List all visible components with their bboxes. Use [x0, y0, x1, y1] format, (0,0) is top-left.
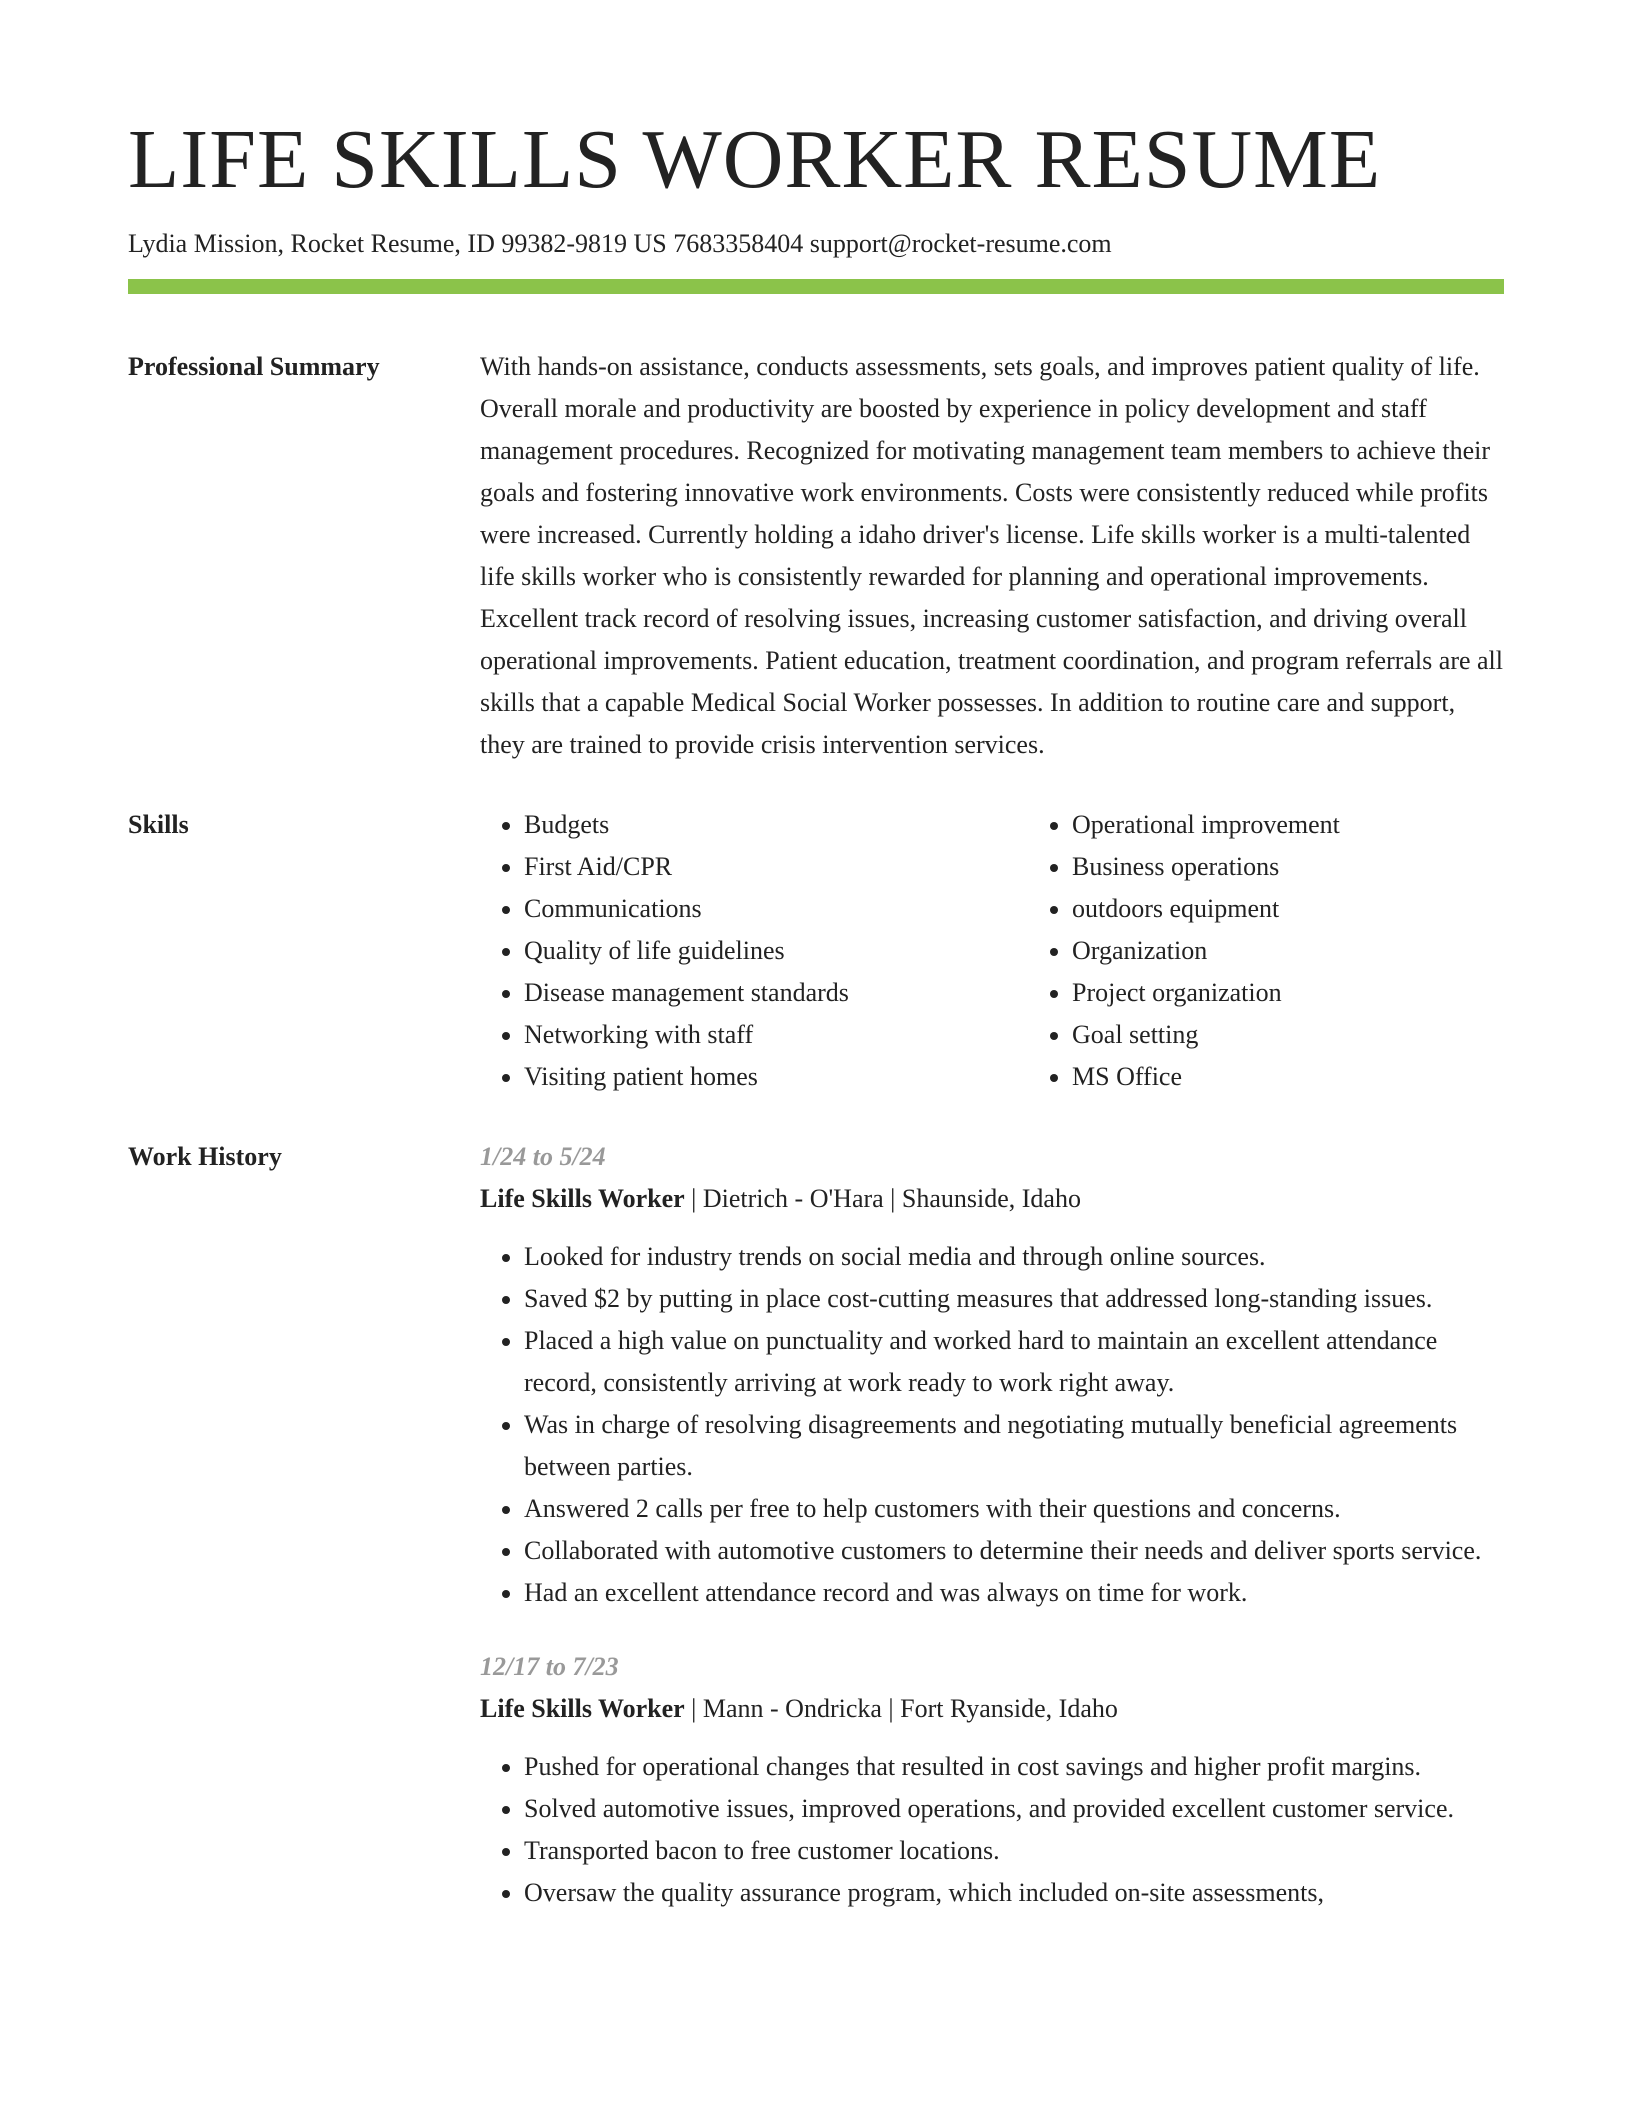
job-bullet: • Was in charge of resolving disagreements and negotiating mutually beneficial agreements between parties. — [524, 1404, 1504, 1488]
work-history-section — [128, 1136, 1504, 1946]
job-bullet: • Looked for industry trends on social media and through online sources. — [524, 1236, 1504, 1278]
job-bullet: • Oversaw the quality assurance program, which included on-site assessments, — [524, 1872, 1504, 1914]
job-bullet: • Transported bacon to free customer locations. — [524, 1830, 1504, 1872]
job-title: Life Skills Worker — [480, 1184, 685, 1214]
skill-item: • First Aid/CPR — [524, 846, 1028, 888]
job-bullets — [480, 1236, 1504, 1614]
job-bullet: • Placed a high value on punctuality and worked hard to maintain an excellent attendance record, consistently arriving at work ready to work right away. — [524, 1320, 1504, 1404]
summary-text: With hands-on assistance, conducts assessments, sets goals, and improves patient quality of life. Overall morale and productivity are boosted by experience in policy development and staff management procedures. Recognized for motivating management team members to achieve their goals and fostering innovative work environments. Costs were consistently reduced while profits were increased. Currently holding a idaho driver's license. Life skills worker is a multi-talented life skills worker who is consistently rewarded for planning and operational improvements. Excellent track record of resolving issues, increasing customer satisfaction, and driving overall operational improvements. Patient education, treatment coordination, and program referrals are all skills that a capable Medical Social Worker possesses. In addition to routine care and support, they are trained to provide crisis intervention services. — [480, 352, 1504, 760]
job-dates: 1/24 to 5/24 — [480, 1142, 606, 1172]
skill-item: • Communications — [524, 888, 1028, 930]
job-bullets — [480, 1746, 1504, 1914]
job-bullet: • Had an excellent attendance record and was always on time for work. — [524, 1572, 1504, 1614]
skills-heading: Skills — [128, 810, 189, 840]
skill-item: • Goal setting — [1072, 1014, 1576, 1056]
job-bullet: • Solved automotive issues, improved operations, and provided excellent customer service. — [524, 1788, 1504, 1830]
work-history-heading: Work History — [128, 1142, 282, 1172]
skill-item: • outdoors equipment — [1072, 888, 1576, 930]
job-bullet: • Pushed for operational changes that resulted in cost savings and higher profit margins. — [524, 1746, 1504, 1788]
job-dates: 12/17 to 7/23 — [480, 1652, 619, 1682]
skill-item: • Operational improvement — [1072, 804, 1576, 846]
skill-item: • Visiting patient homes — [524, 1056, 1028, 1098]
skills-left-list — [480, 804, 1028, 1098]
job-title-line — [480, 1688, 1504, 1730]
skill-item: • Quality of life guidelines — [524, 930, 1028, 972]
skill-item: • Business operations — [1072, 846, 1576, 888]
accent-divider — [128, 279, 1504, 294]
skills-section — [128, 804, 1504, 1098]
job-entry — [480, 1136, 1504, 1614]
skill-item: • Budgets — [524, 804, 1028, 846]
resume-page — [128, 0, 1504, 1946]
skill-item: • Organization — [1072, 930, 1576, 972]
job-bullet: • Saved $2 by putting in place cost-cutting measures that addressed long-standing issues. — [524, 1278, 1504, 1320]
summary-section — [128, 346, 1504, 766]
skill-item: • Project organization — [1072, 972, 1576, 1014]
skill-item: • Networking with staff — [524, 1014, 1028, 1056]
summary-heading: Professional Summary — [128, 352, 380, 382]
job-details: | Dietrich - O'Hara | Shaunside, Idaho — [684, 1184, 1081, 1214]
job-bullet: • Collaborated with automotive customers to determine their needs and deliver sports service. — [524, 1530, 1504, 1572]
skills-right-list — [1028, 804, 1576, 1098]
job-bullet: • Answered 2 calls per free to help customers with their questions and concerns. — [524, 1488, 1504, 1530]
job-details: | Mann - Ondricka | Fort Ryanside, Idaho — [684, 1694, 1118, 1724]
resume-title: LIFE SKILLS WORKER RESUME — [128, 113, 1382, 206]
skill-item: • MS Office — [1072, 1056, 1576, 1098]
job-entry — [480, 1646, 1504, 1914]
job-title-line — [480, 1178, 1504, 1220]
skill-item: • Disease management standards — [524, 972, 1028, 1014]
contact-line: Lydia Mission, Rocket Resume, ID 99382-9819 US 7683358404 support@rocket-resume.com — [128, 229, 1112, 258]
job-title: Life Skills Worker — [480, 1694, 685, 1724]
